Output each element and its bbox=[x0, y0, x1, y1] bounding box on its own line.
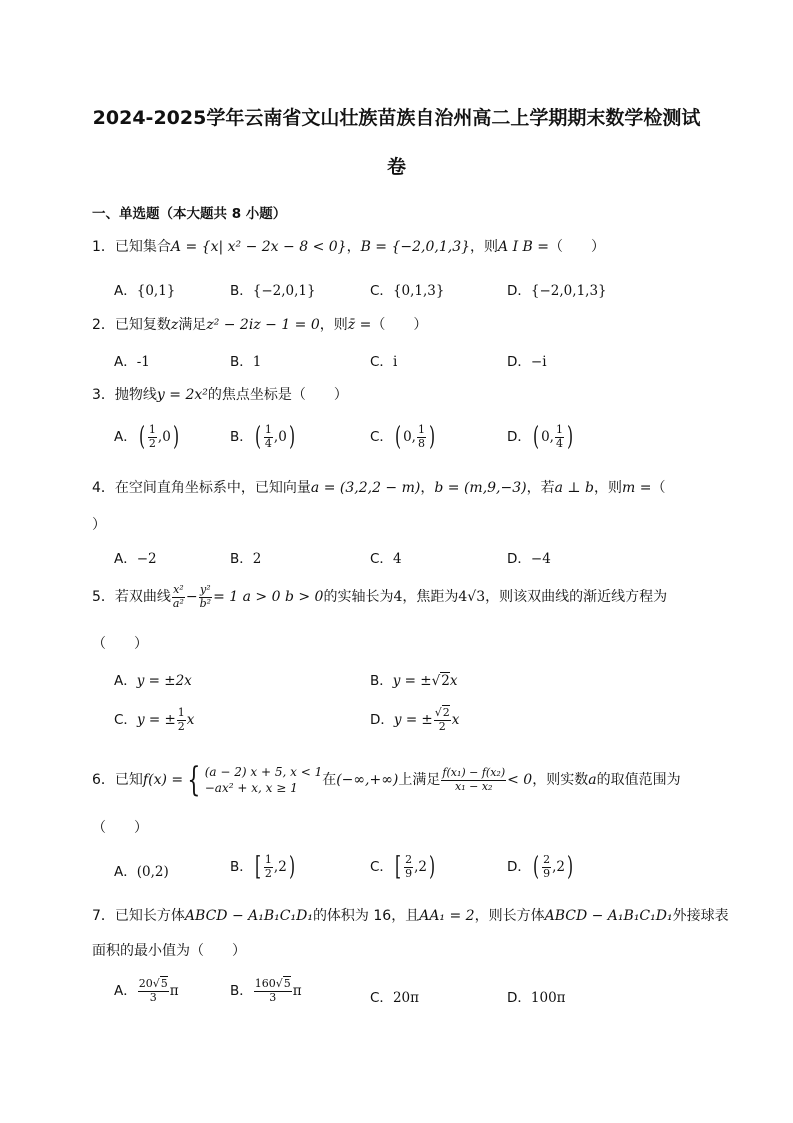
question-text: ，则 bbox=[593, 480, 622, 496]
option-b: B．y = ±√2x bbox=[370, 673, 458, 689]
option-label: C． bbox=[370, 859, 393, 875]
question-text: 的取值范围为 bbox=[596, 772, 681, 788]
question-text: 的实轴长为 bbox=[323, 589, 394, 606]
option-label: B． bbox=[230, 859, 253, 875]
question-text: 已知集合 bbox=[114, 239, 171, 255]
option-label: D． bbox=[507, 283, 531, 299]
option-a: A．( $\frac{1}{2}$ ,0) bbox=[114, 422, 179, 452]
question-text: 已知长方体 bbox=[114, 908, 185, 924]
math-expression: ABCD − A₁B₁C₁D₁ bbox=[544, 908, 673, 924]
option-b bbox=[230, 547, 261, 567]
math-expression: A = {x| x² − 2x − 8 < 0} bbox=[170, 239, 347, 255]
option-a bbox=[114, 279, 175, 299]
option-label: A． bbox=[114, 673, 137, 689]
math-expression: z bbox=[170, 317, 179, 333]
math-expression: = 1 a > 0 b > 0 bbox=[213, 589, 324, 606]
question-number: 3． bbox=[92, 387, 115, 403]
question-5-continuation bbox=[92, 633, 148, 653]
question-text: ） bbox=[92, 517, 106, 533]
question-text: 上满足 bbox=[398, 772, 441, 788]
option-label: A． bbox=[114, 283, 137, 299]
option-value: 1 bbox=[252, 354, 262, 370]
option-c bbox=[370, 350, 397, 370]
option-c: C．[ $\frac{2}{9}$ ,2) bbox=[370, 852, 436, 882]
math-expression: y = 2x² bbox=[156, 387, 208, 403]
math-expression: a bbox=[588, 772, 597, 788]
option-a bbox=[114, 350, 150, 370]
option-label: D． bbox=[507, 429, 531, 445]
option-d: D．( 0, $\frac{1}{4}$ ) bbox=[507, 422, 574, 452]
option-label: A． bbox=[114, 864, 137, 880]
option-a: A． $\frac{20√5}{3}$ π bbox=[114, 977, 179, 1004]
option-label: C． bbox=[370, 429, 393, 445]
math-expression: m = bbox=[621, 480, 652, 496]
question-text: ，则 bbox=[470, 239, 499, 255]
question-text: ，则长方体 bbox=[474, 908, 545, 924]
document-title-line1: 2024-2025学年云南省文山壮族苗族自治州高二上学期期末数学检测试 bbox=[92, 107, 701, 129]
question-text: （ ） bbox=[371, 317, 428, 333]
math-expression: < 0 bbox=[507, 772, 533, 788]
question-text: 若双曲线 bbox=[114, 589, 171, 606]
question-text: 面积的最小值为（ ） bbox=[92, 943, 246, 959]
question-text: （ bbox=[651, 480, 666, 496]
question-number: 5． bbox=[92, 589, 115, 606]
option-a bbox=[114, 860, 169, 880]
option-label: C． bbox=[370, 354, 393, 370]
question-text: ，焦距为 bbox=[402, 589, 459, 606]
question-text: 已知 bbox=[114, 772, 143, 788]
option-label: B． bbox=[230, 551, 253, 567]
option-value: −4 bbox=[530, 551, 551, 567]
option-value: 2 bbox=[252, 551, 262, 567]
option-label: A． bbox=[114, 354, 137, 370]
option-label: B． bbox=[230, 429, 253, 445]
option-label: D． bbox=[507, 354, 531, 370]
option-c: C．( 0, $\frac{1}{8}$ ) bbox=[370, 422, 436, 452]
question-text: ，则 bbox=[319, 317, 348, 333]
option-value: −i bbox=[530, 354, 547, 370]
option-label: C． bbox=[370, 990, 393, 1006]
option-label: B． bbox=[230, 354, 253, 370]
option-d bbox=[507, 986, 566, 1006]
option-b: B．( $\frac{1}{4}$ ,0) bbox=[230, 422, 295, 452]
option-value: 4 bbox=[392, 551, 402, 567]
question-text: ，若 bbox=[526, 480, 555, 496]
option-label: B． bbox=[370, 673, 393, 689]
question-text: （ ） bbox=[549, 239, 606, 255]
question-number: 2． bbox=[92, 317, 115, 333]
option-value: {−2,0,1,3} bbox=[530, 283, 607, 299]
option-a bbox=[114, 669, 192, 689]
question-text: 抛物线 bbox=[114, 387, 157, 403]
option-label: D． bbox=[507, 859, 531, 875]
math-expression: (−∞,+∞) bbox=[336, 772, 399, 788]
question-number: 6． bbox=[92, 772, 115, 788]
option-label: D． bbox=[370, 712, 394, 729]
option-c bbox=[370, 986, 419, 1006]
option-b bbox=[230, 350, 261, 370]
option-label: C． bbox=[114, 712, 137, 729]
question-text: 在 bbox=[322, 772, 337, 788]
option-c bbox=[370, 279, 444, 299]
option-label: D． bbox=[507, 990, 531, 1006]
option-value: {0,1} bbox=[136, 283, 176, 299]
option-b: B． $\frac{160√5}{3}$ π bbox=[230, 977, 302, 1004]
question-number: 1． bbox=[92, 239, 115, 255]
question-text: ，则该双曲线的渐近线方程为 bbox=[485, 589, 668, 606]
option-value: i bbox=[392, 354, 398, 370]
math-expression: AA₁ = 2 bbox=[419, 908, 475, 924]
option-label: C． bbox=[370, 551, 393, 567]
question-3 bbox=[92, 384, 348, 404]
option-value: −2 bbox=[136, 551, 157, 567]
option-value: y = ±2x bbox=[136, 673, 192, 689]
question-7 bbox=[92, 905, 729, 925]
question-6-continuation bbox=[92, 817, 148, 837]
question-5: 5．若双曲线 $\frac{\text{x²}}{\text{a²}}$ − $\frac{\text{y²}}{\text{b²}}$ = 1 a > 0 b > 0的实轴长为4，焦距为4√3，则该双曲线的渐近线方程为 bbox=[92, 583, 668, 610]
section-heading: 一、单选题（本大题共 8 小题） bbox=[92, 206, 287, 222]
question-text: ， bbox=[346, 239, 361, 255]
question-4-continuation bbox=[92, 514, 106, 534]
question-7-continuation bbox=[92, 940, 246, 960]
math-expression: 4√3 bbox=[458, 589, 486, 606]
option-label: B． bbox=[230, 983, 253, 1000]
option-c bbox=[370, 547, 402, 567]
option-d: D．y = ± $\frac{√2}{2}$ x bbox=[370, 706, 460, 733]
question-text: 外接球表 bbox=[672, 908, 729, 924]
option-d bbox=[507, 279, 607, 299]
question-1 bbox=[92, 236, 605, 256]
math-expression: ABCD − A₁B₁C₁D₁ bbox=[184, 908, 313, 924]
math-expression: z² − 2iz − 1 = 0 bbox=[206, 317, 320, 333]
option-value: {−2,0,1} bbox=[252, 283, 316, 299]
option-label: D． bbox=[507, 551, 531, 567]
question-text: ， bbox=[420, 480, 435, 496]
option-value: {0,1,3} bbox=[392, 283, 445, 299]
option-a bbox=[114, 547, 157, 567]
option-label: A． bbox=[114, 983, 137, 1000]
option-value: 100π bbox=[530, 990, 566, 1006]
question-number: 7． bbox=[92, 908, 115, 924]
question-4 bbox=[92, 477, 665, 497]
question-text: 的体积为 16，且 bbox=[312, 908, 420, 924]
question-text: 满足 bbox=[178, 317, 207, 333]
option-d: D．( $\frac{2}{9}$ ,2) bbox=[507, 852, 574, 882]
option-value: (0,2) bbox=[136, 864, 169, 880]
option-d bbox=[507, 547, 551, 567]
question-number: 4． bbox=[92, 480, 115, 496]
math-expression: a = (3,2,2 − m) bbox=[310, 480, 421, 496]
option-b: B．[ $\frac{1}{2}$ ,2) bbox=[230, 852, 295, 882]
math-expression: A I B = bbox=[498, 239, 550, 255]
option-label: B． bbox=[230, 283, 253, 299]
question-text: 已知复数 bbox=[114, 317, 171, 333]
question-2 bbox=[92, 314, 427, 334]
math-expression: z̄ = bbox=[347, 317, 372, 333]
option-b bbox=[230, 279, 316, 299]
option-label: A． bbox=[114, 429, 137, 445]
math-expression: B = {−2,0,1,3} bbox=[360, 239, 471, 255]
question-text: （ ） bbox=[92, 636, 148, 652]
question-text: （ ） bbox=[92, 820, 148, 836]
math-expression: 4 bbox=[393, 589, 403, 606]
question-text: 的焦点坐标是（ ） bbox=[207, 387, 348, 403]
question-text: ，则实数 bbox=[532, 772, 589, 788]
question-6: 6．已知f(x) = { (a − 2) x + 5, x < 1 −ax² + x, x ≥ 1 在(−∞,+∞)上满足 $\frac{\text{f(x₁) − f(x₂)}}{\text{x₁ − x₂}}$ < 0，则实数a的取值范围为 bbox=[92, 760, 681, 800]
math-expression: a ⊥ b bbox=[554, 480, 594, 496]
option-value: 20π bbox=[392, 990, 419, 1006]
math-expression: b = (m,9,−3) bbox=[434, 480, 527, 496]
option-label: C． bbox=[370, 283, 393, 299]
option-label: A． bbox=[114, 551, 137, 567]
option-value: -1 bbox=[136, 354, 150, 370]
document-title-line2: 卷 bbox=[386, 156, 406, 178]
option-c: C．y = ± $\frac{1}{2}$ x bbox=[114, 706, 195, 733]
question-text: 在空间直角坐标系中，已知向量 bbox=[114, 480, 311, 496]
option-d bbox=[507, 350, 547, 370]
